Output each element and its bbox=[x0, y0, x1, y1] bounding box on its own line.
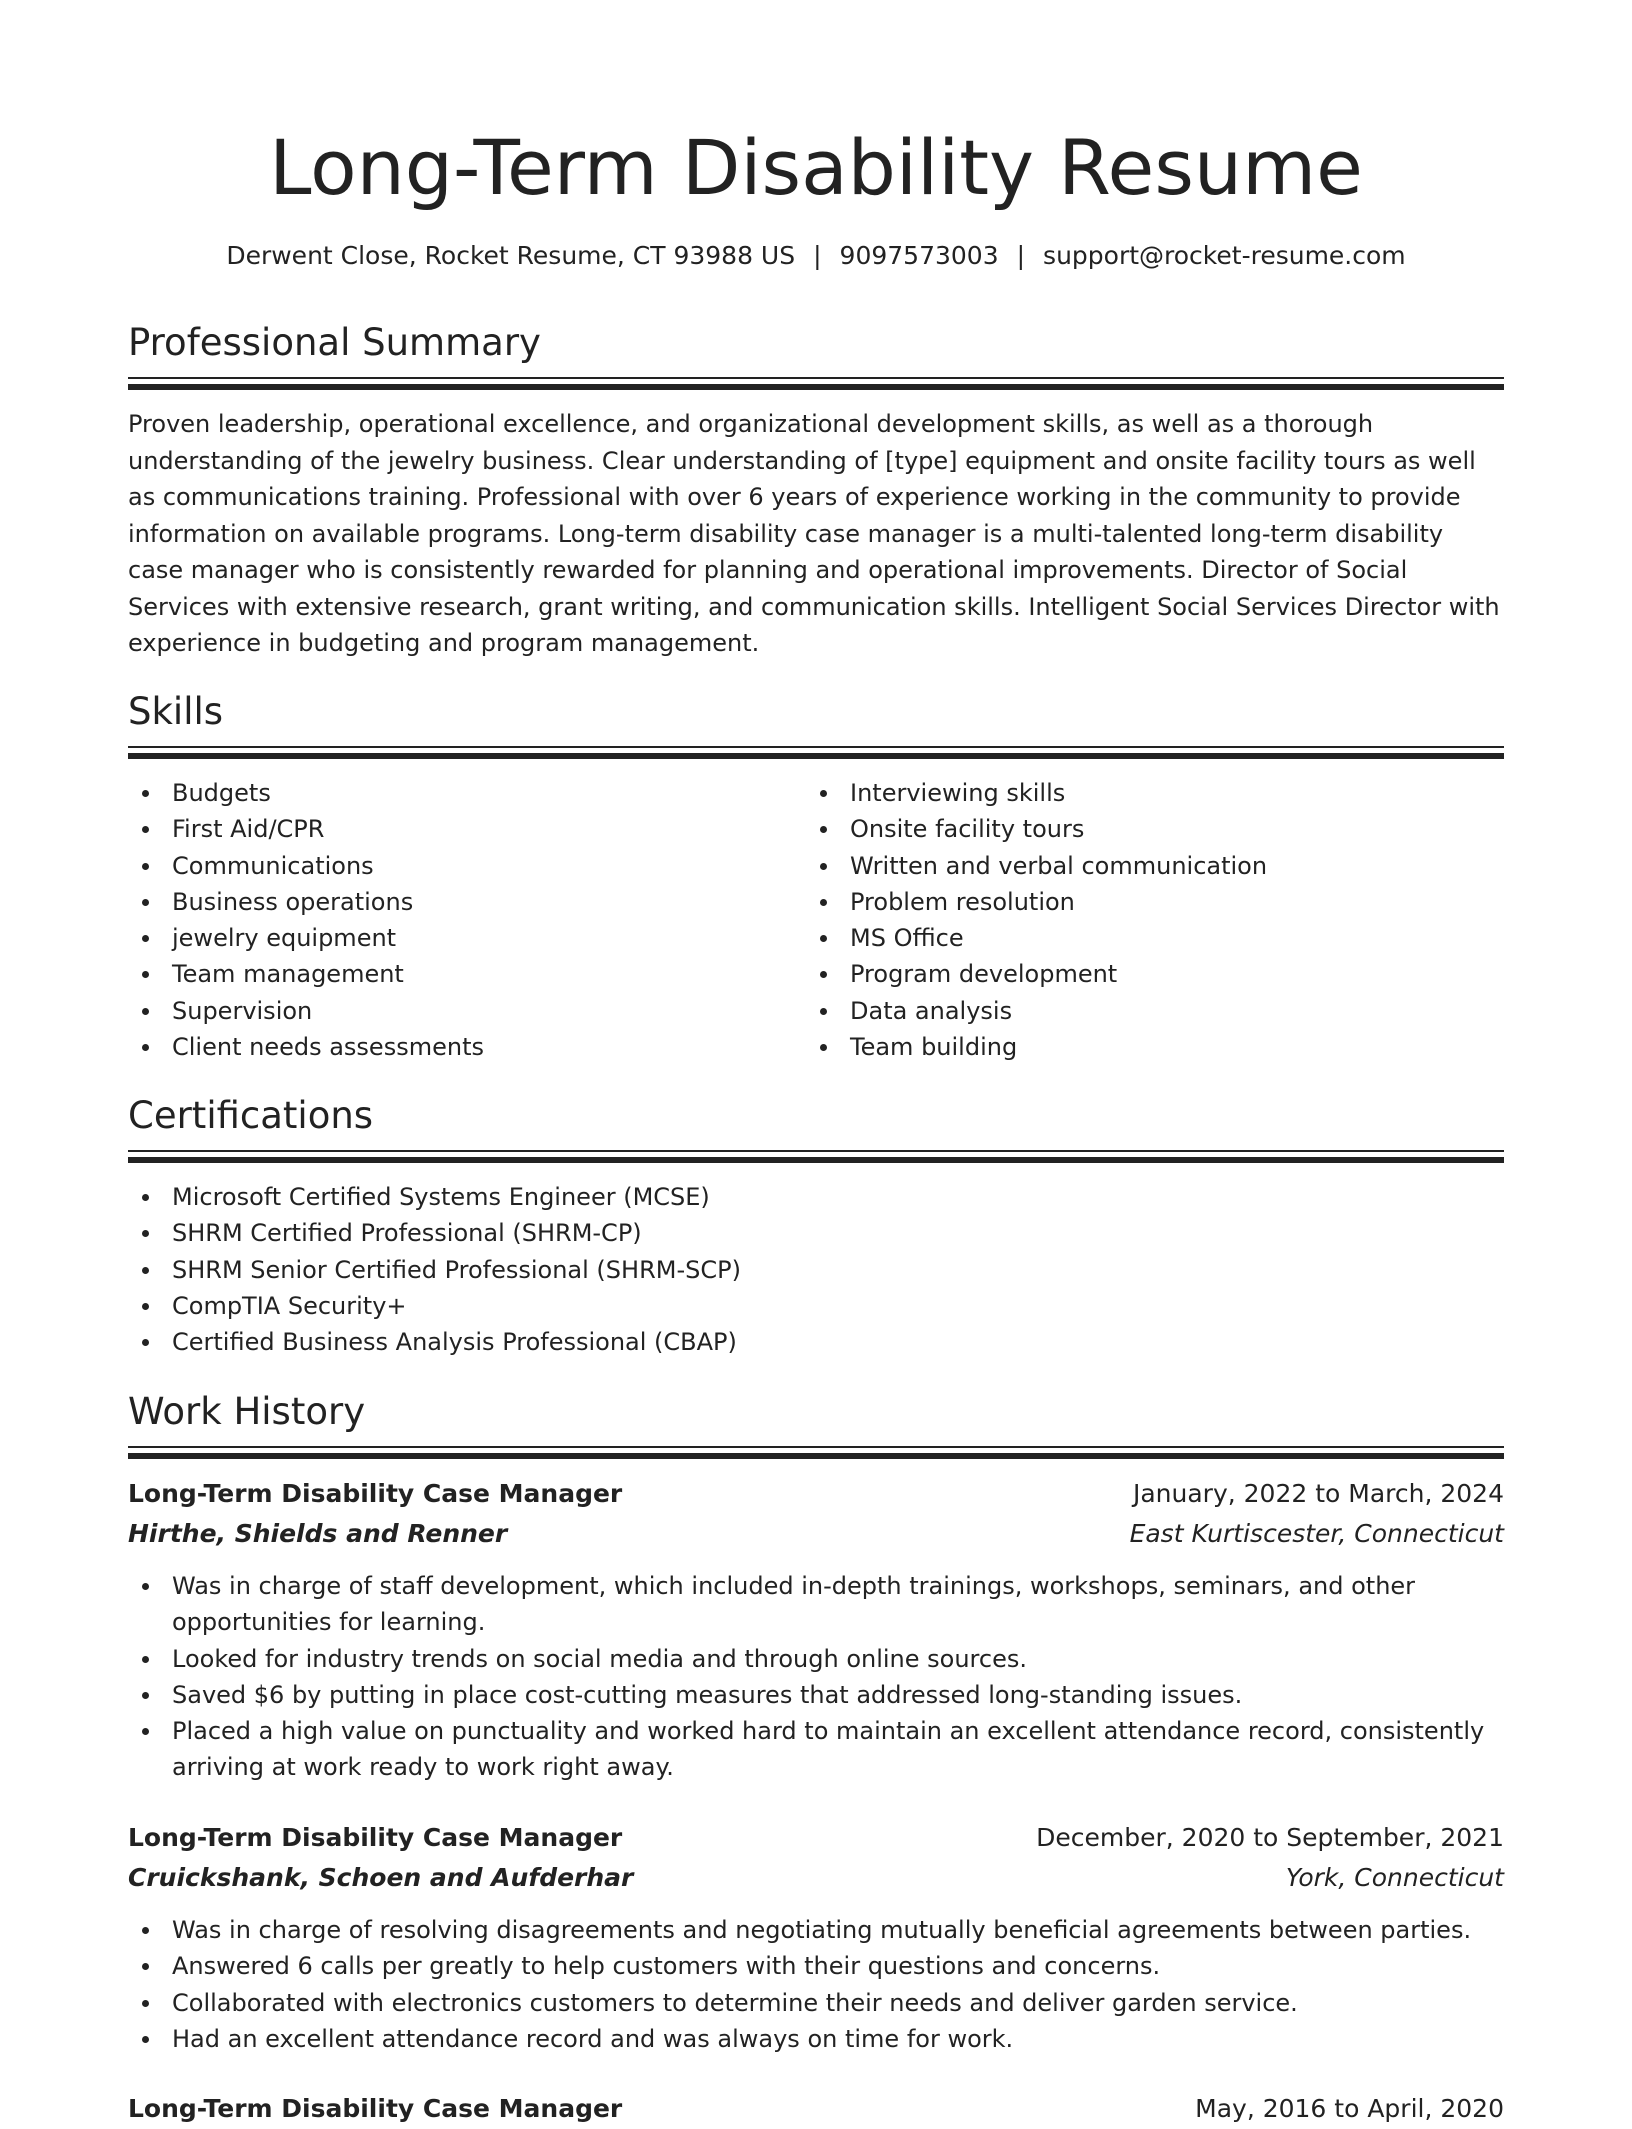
job-bullet: Answered 6 calls per greatly to help customers with their questions and concerns. bbox=[128, 1948, 1504, 1984]
job-subheader bbox=[128, 1514, 1504, 1554]
contact-separator: | bbox=[813, 241, 822, 270]
resume-page bbox=[128, 0, 1504, 2123]
skill-item: Problem resolution bbox=[806, 884, 1504, 920]
job-bullets bbox=[128, 1912, 1504, 2057]
section-divider bbox=[128, 377, 1504, 390]
job-location: York, Connecticut bbox=[1285, 1863, 1504, 1892]
certification-item: Certified Business Analysis Professional (CBAP) bbox=[128, 1324, 1504, 1360]
skill-item: Interviewing skills bbox=[806, 775, 1504, 811]
skill-item: Data analysis bbox=[806, 993, 1504, 1029]
job-bullet: Looked for industry trends on social media and through online sources. bbox=[128, 1641, 1504, 1677]
skill-item: Supervision bbox=[128, 993, 788, 1029]
job-bullet: Saved $6 by putting in place cost-cutting measures that addressed long-standing issues. bbox=[128, 1677, 1504, 1713]
skill-item: Budgets bbox=[128, 775, 788, 811]
job-bullets bbox=[128, 1568, 1504, 1786]
job-bullet: Was in charge of resolving disagreements and negotiating mutually beneficial agreements between parties. bbox=[128, 1912, 1504, 1948]
contact-separator: | bbox=[1016, 241, 1026, 270]
section-title-certifications: Certifications bbox=[128, 1094, 374, 1137]
certification-item: CompTIA Security+ bbox=[128, 1288, 1504, 1324]
job-subheader bbox=[128, 1858, 1504, 1898]
summary-text: Proven leadership, operational excellence, and organizational development skills, as well as a thorough understanding of the jewelry business. Clear understanding of [type] equipment and onsite facility tours as well as communications training. Professional with over 6 years of experience working in the community to provide information on available programs. Long-term disability case manager is a multi-talented long-term disability case manager who is consistently rewarded for planning and operational improvements. Director of Social Services with extensive research, grant writing, and communication skills. Intelligent Social Services Director with experience in budgeting and program management. bbox=[128, 410, 1500, 657]
contact-phone: 9097573003 bbox=[839, 241, 999, 270]
section-divider bbox=[128, 1150, 1504, 1163]
section-title-work-history: Work History bbox=[128, 1390, 366, 1433]
certification-item: SHRM Certified Professional (SHRM-CP) bbox=[128, 1215, 1504, 1251]
certification-item: SHRM Senior Certified Professional (SHRM-SCP) bbox=[128, 1252, 1504, 1288]
job-dates: January, 2022 to March, 2024 bbox=[1132, 1479, 1504, 1508]
certifications-list bbox=[128, 1179, 1504, 1360]
skills-list-left bbox=[128, 775, 788, 1065]
job-company: Cruickshank, Schoen and Aufderhar bbox=[128, 1863, 634, 1892]
skill-item: First Aid/CPR bbox=[128, 811, 788, 847]
job-title: Long-Term Disability Case Manager bbox=[128, 1479, 623, 1508]
contact-line bbox=[128, 238, 1504, 274]
job-header bbox=[128, 1818, 1504, 1858]
job-dates: December, 2020 to September, 2021 bbox=[1036, 1823, 1504, 1852]
skill-item: Communications bbox=[128, 848, 788, 884]
section-title-skills: Skills bbox=[128, 690, 224, 733]
job-title: Long-Term Disability Case Manager bbox=[128, 2094, 623, 2123]
job-header bbox=[128, 1474, 1504, 1514]
section-title-summary: Professional Summary bbox=[128, 321, 541, 364]
section-divider bbox=[128, 746, 1504, 759]
resume-title: Long-Term Disability Resume bbox=[269, 123, 1363, 212]
job-bullet: Was in charge of staff development, which included in-depth trainings, workshops, seminars, and other opportunities for learning. bbox=[128, 1568, 1504, 1641]
job-title: Long-Term Disability Case Manager bbox=[128, 1823, 623, 1852]
skill-item: Program development bbox=[806, 956, 1504, 992]
skill-item: Team management bbox=[128, 956, 788, 992]
skill-item: Written and verbal communication bbox=[806, 848, 1504, 884]
skill-item: Team building bbox=[806, 1029, 1504, 1065]
job-bullet: Had an excellent attendance record and was always on time for work. bbox=[128, 2021, 1504, 2057]
skill-item: MS Office bbox=[806, 920, 1504, 956]
job-bullet: Collaborated with electronics customers to determine their needs and deliver garden service. bbox=[128, 1985, 1504, 2021]
section-divider bbox=[128, 1446, 1504, 1459]
job-location: East Kurtiscester, Connecticut bbox=[1129, 1519, 1504, 1548]
job-bullet: Placed a high value on punctuality and worked hard to maintain an excellent attendance record, consistently arriving at work ready to work right away. bbox=[128, 1713, 1504, 1786]
skill-item: Business operations bbox=[128, 884, 788, 920]
job-company: Hirthe, Shields and Renner bbox=[128, 1519, 508, 1548]
job-dates: May, 2016 to April, 2020 bbox=[1195, 2094, 1504, 2123]
skill-item: jewelry equipment bbox=[128, 920, 788, 956]
skills-list-right bbox=[806, 775, 1504, 1065]
contact-email: support@rocket-resume.com bbox=[1043, 241, 1406, 270]
certification-item: Microsoft Certified Systems Engineer (MCSE) bbox=[128, 1179, 1504, 1215]
job-header bbox=[128, 2089, 1504, 2129]
skill-item: Client needs assessments bbox=[128, 1029, 788, 1065]
contact-address: Derwent Close, Rocket Resume, CT 93988 US bbox=[226, 241, 796, 270]
skill-item: Onsite facility tours bbox=[806, 811, 1504, 847]
